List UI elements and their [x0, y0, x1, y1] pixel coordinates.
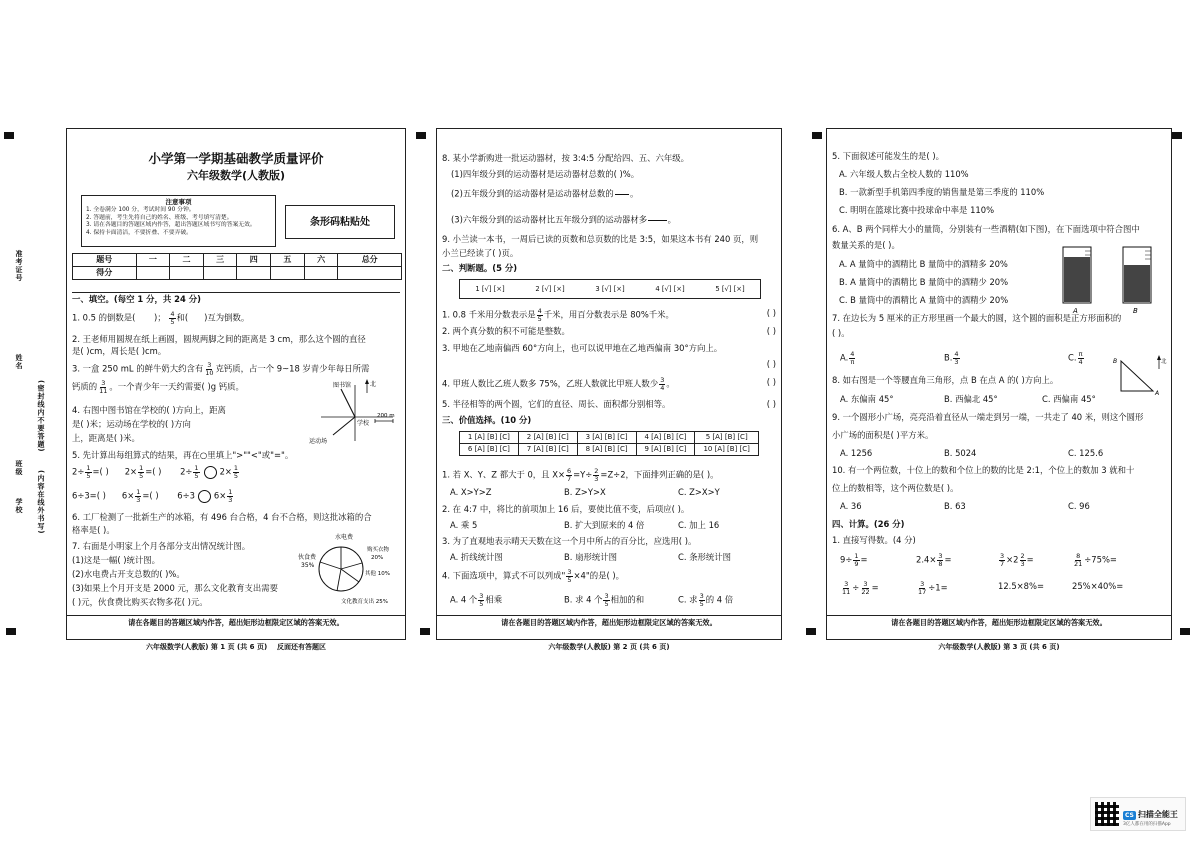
fraction: $\frac{3}{11}$: [842, 580, 851, 596]
map-library-label: 图书馆: [333, 382, 352, 389]
score-input-cell[interactable]: [136, 267, 170, 280]
map-scale-label: 200 m: [377, 413, 395, 419]
judge-card-cell[interactable]: 3 [√] [×]: [595, 284, 625, 293]
choice-2: 2. 在 4:7 中，将比的前项加上 16 后，要使比值不变，后项应( )。: [442, 504, 690, 514]
score-input-cell[interactable]: [338, 267, 402, 280]
judge-1: 1. 0.8 千米用分数表示是 $\frac{4}{5}$ 千米，用百分数表示是 80%千米。 ( ): [442, 307, 776, 323]
choice-5-a[interactable]: A. 六年级人数占全校人数的 110%: [839, 169, 969, 179]
fraction: $\frac{1}{5}$: [233, 464, 239, 480]
choice-card-cell[interactable]: 8 [A] [B] [C]: [577, 444, 636, 456]
score-row-label: 得分: [73, 267, 137, 280]
side-label-seal: (密封线内不要答题): [37, 380, 45, 453]
question-8-3: (3)六年级分到的运动器材比五年级分到的运动器材多 。: [451, 213, 776, 227]
choice-1: 1. 若 X、Y、Z 都大于 0，且 X× $\frac{6}{7}$ =Y÷ $\frac{2}{3}$ =Z÷2，下面排列正确的是( )。: [442, 467, 719, 483]
fraction: $\frac{1}{3}$: [136, 488, 141, 504]
side-label-name: 姓名: [15, 354, 23, 370]
question-2: 2. 王老师用圆规在纸上画圆，圆规两脚之间的距离是 3 cm，那么这个圆的直径: [72, 334, 366, 344]
judge-2: 2. 两个真分数的积不可能是整数。 ( ): [442, 326, 776, 336]
question-2-cont: 是( )cm，周长是( )cm。: [72, 346, 167, 356]
registration-mark: [812, 132, 822, 139]
question-9: 9. 小兰读一本书，一周后已读的页数和总页数的比是 3:5，如果这本书有 240 页，则: [442, 234, 759, 244]
score-header-cell: 一: [136, 254, 170, 267]
page-footer: 六年级数学(人教版) 第 1 页 (共 6 页) 反面还有答题区: [146, 642, 326, 651]
side-label-class: 班级: [15, 460, 23, 476]
exam-page-3: 5. 下面叙述可能发生的是( )。 A. 六年级人数占全校人数的 110% B. 一款新型手机第四季度的销售量是第三季度的 110% C. 明明在篮球比赛中投球命中率是 110% 6. A、B 两个同样大小的量筒，分别装有一些酒精(如下图)，在下面选项中符合图中 数量关系的是( )。 A. A 量筒中的酒精比 B 量筒中的酒精多 20% B. A 量筒中的酒精比 B 量筒中的酒精少 20% C. B 量筒中的酒精比 A 量筒中的酒精少 20% A B 7. 在边长为 5 厘米的正方形里画一个最大的圆，这个圆的面积是正方形面积的 ( )。 A. $\frac{4}{\pi}$ B. $\frac{4}{3}$ C. $\frac{\pi}{4}$ B A 北 8. 如右图是一个等腰直角三角形，点 B 在点 A 的( )方向上。 A. 东偏南 45° B. 西偏北 45° C. 西偏南 45° 9. 一个圆形小广场，亮亮沿着直径从一端走到另一端，一共走了 40 米，则这个圆形 小广场的面积是( )平方米。 A. 1256 B. 5024 C. 125.6 10. 有一个两位数，十位上的数和个位上的数的比是 2:1，个位上的数加 3 就和十 位上的数相等，这个两位数是( )。 A. 36 B. 63 C. 96 四、计算。(26 分) 1. 直接写得数。(4 分) 9÷ $\frac{1}{9}$ = 2.4× $\frac{3}{8}$ = $\frac{3}{7}$ ×2 $\frac{2}{3}$ = $\frac{8}{21}$ ÷75%= $\frac{3}{11}$ ÷ $\frac{3}{22}$ = $\frac{3}{17}$ ÷1= 12.5×8%= 25%×40%= 请在各题目的答题区域内作答，超出矩形边框限定区域的答案无效。 六年级数学(人教版) 第 3 页 (共 6 页): [826, 128, 1172, 640]
compare-circle[interactable]: [198, 490, 211, 503]
score-header-cell: 总分: [338, 254, 402, 267]
registration-mark: [1172, 132, 1182, 139]
pie-edu-label: 文化教育支出 25%: [341, 599, 388, 605]
question-1: 1. 0.5 的倒数是( )； $\frac{4}{5}$ 和( )互为倒数。: [72, 310, 250, 326]
registration-mark: [806, 628, 816, 635]
choice-7: 7. 在边长为 5 厘米的正方形里画一个最大的圆，这个圆的面积是正方形面积的: [832, 313, 1122, 323]
choice-6-a[interactable]: A. A 量筒中的酒精比 B 量筒中的酒精多 20%: [839, 259, 1008, 269]
notice-title: 注意事项: [165, 198, 192, 206]
fraction: $\frac{3}{22}$: [861, 580, 870, 596]
judge-5: 5. 半径相等的两个圆，它们的直径、周长、面积都分别相等。 ( ): [442, 399, 776, 409]
triangle-north-label: 北: [1161, 359, 1167, 365]
pie-food-label: 伙食费: [298, 554, 317, 561]
score-header-cell: 六: [304, 254, 338, 267]
registration-mark: [416, 132, 426, 139]
page-footer: 六年级数学(人教版) 第 2 页 (共 6 页): [548, 642, 670, 651]
cylinder-a-label: A: [1073, 307, 1078, 315]
score-header-cell: 题号: [73, 254, 137, 267]
fraction: $\frac{2}{3}$: [1020, 552, 1025, 568]
section-heading: 二、判断题。(5 分): [442, 263, 518, 273]
choice-10: 10. 有一个两位数，十位上的数和个位上的数的比是 2:1，个位上的数加 3 就和十: [832, 465, 1135, 475]
choice-5-c[interactable]: C. 明明在篮球比赛中投球命中率是 110%: [839, 205, 995, 215]
fraction: $\frac{1}{5}$: [139, 464, 144, 480]
fraction: $\frac{3}{7}$: [1000, 552, 1005, 568]
judge-card-cell[interactable]: 1 [√] [×]: [475, 284, 505, 293]
question-8-1: (1)四年级分到的运动器材是运动器材总数的( )%。: [451, 169, 640, 179]
side-label-seal2: (内容在线外书写): [37, 470, 45, 535]
choice-card-cell[interactable]: 2 [A] [B] [C]: [518, 432, 577, 444]
score-header-cell: 三: [203, 254, 237, 267]
registration-mark: [4, 132, 14, 139]
choice-7-cont: ( )。: [832, 328, 850, 338]
choice-4: 4. 下面选项中，算式不可以列成" $\frac{3}{5}$ ×4"的是( )。: [442, 568, 625, 584]
direction-map-figure: [307, 377, 403, 447]
question-5: 5. 先计算出每组算式的结果，再在○里填上">""<"或"="。: [72, 450, 294, 460]
fraction: $\frac{4}{5}$: [537, 307, 542, 323]
fraction: $\frac{\pi}{4}$: [1078, 350, 1083, 366]
notice-line: 1. 全卷满分 100 分，考试时间 90 分钟。: [86, 206, 195, 213]
answer-area-notice: 请在各题目的答题区域内作答，超出矩形边框限定区域的答案无效。: [437, 615, 781, 627]
fraction: $\frac{6}{7}$: [566, 467, 572, 483]
notice-line: 2. 答题前，考生先将自己的姓名、班级、考号填写清楚。: [86, 214, 233, 221]
fraction: $\frac{1}{5}$: [194, 464, 199, 480]
choice-6-cont: 数量关系的是( )。: [832, 240, 900, 250]
page-footer: 六年级数学(人教版) 第 3 页 (共 6 页): [938, 642, 1060, 651]
pie-other-label: 其他 10%: [365, 571, 390, 577]
fraction-blank: [615, 187, 629, 201]
choice-6-b[interactable]: B. A 量筒中的酒精比 B 量筒中的酒精少 20%: [839, 277, 1009, 287]
choice-5: 5. 下面叙述可能发生的是( )。: [832, 151, 944, 161]
scanner-logo-icon: CS: [1125, 811, 1134, 819]
fraction: $\frac{4}{5}$: [170, 310, 175, 326]
map-field-label: 运动场: [309, 438, 328, 445]
question-3-cont: 钙质的 $\frac{3}{11}$ 。一个青少年一天约需要( )g 钙质。: [72, 379, 244, 395]
choice-3: 3. 为了直观地表示晴天天数在这一个月中所占的百分比，应选用( )。: [442, 536, 697, 546]
answer-area-notice: 请在各题目的答题区域内作答，超出矩形边框限定区域的答案无效。: [827, 615, 1171, 627]
question-7-3: (3)如果上个月开支是 2000 元，那么文化教育支出需要: [72, 583, 278, 593]
fraction: $\frac{3}{5}$: [604, 592, 609, 608]
question-7: 7. 右面是小明家上个月各部分支出情况统计图。: [72, 541, 251, 551]
fraction: $\frac{1}{3}$: [228, 488, 233, 504]
triangle-a-label: A: [1155, 390, 1160, 397]
score-header-cell: 二: [170, 254, 204, 267]
fraction-blank: [648, 213, 667, 227]
pie-food-pct: 35%: [301, 562, 315, 569]
registration-mark: [420, 628, 430, 635]
registration-mark: [6, 628, 16, 635]
scanner-watermark: [1090, 797, 1186, 831]
fraction: $\frac{4}{3}$: [954, 350, 959, 366]
compare-circle[interactable]: [204, 466, 217, 479]
question-5-row2: 6÷3=( ) 6× $\frac{1}{3}$ =( ) 6÷3 6× $\frac{1}{3}$: [72, 488, 233, 504]
choice-5-b[interactable]: B. 一款新型手机第四季度的销售量是第三季度的 110%: [839, 187, 1045, 197]
fraction: $\frac{2}{3}$: [594, 467, 599, 483]
question-8-2: (2)五年级分到的运动器材是运动器材总数的 。: [451, 187, 776, 201]
answer-card-choice: [459, 431, 759, 456]
question-7-1: (1)这是一幅( )统计图。: [72, 555, 161, 565]
answer-card-judge: [459, 279, 761, 299]
pie-water-label: 水电费: [335, 534, 354, 541]
score-table: [72, 253, 402, 280]
judge-4: 4. 甲班人数比乙班人数多 75%，乙班人数就比甲班人数少 $\frac{3}{4}$ 。 ( ): [442, 376, 776, 392]
question-6: 6. 工厂检测了一批新生产的冰箱，有 496 台合格，4 台不合格，则这批冰箱的合: [72, 512, 372, 522]
question-4-cont2: 上，距离是( )米。: [72, 433, 140, 443]
choice-card-cell[interactable]: 5 [A] [B] [C]: [695, 432, 759, 444]
notice-line: 4. 保持卡面清洁，不要折叠、不要弄破。: [86, 230, 192, 237]
choice-card-cell[interactable]: 10 [A] [B] [C]: [695, 444, 759, 456]
map-school-label: 学校: [357, 420, 370, 427]
score-header-cell: 四: [237, 254, 271, 267]
judge-card-cell[interactable]: 4 [√] [×]: [655, 284, 685, 293]
cylinder-b-label: B: [1133, 307, 1138, 315]
score-input-cell[interactable]: [203, 267, 237, 280]
score-input-cell[interactable]: [271, 267, 305, 280]
choice-card-cell[interactable]: 3 [A] [B] [C]: [577, 432, 636, 444]
choice-10-cont: 位上的数相等，这个两位数是( )。: [832, 483, 959, 493]
choice-6-c[interactable]: C. B 量筒中的酒精比 A 量筒中的酒精少 20%: [839, 295, 1009, 305]
fraction: $\frac{4}{\pi}$: [850, 350, 855, 366]
question-9-cont: 小兰已经读了( )页。: [442, 248, 519, 258]
fraction: $\frac{3}{5}$: [479, 592, 484, 608]
fraction: $\frac{1}{5}$: [86, 464, 91, 480]
sub-question-1: 1. 直接写得数。(4 分): [832, 535, 916, 545]
judge-3: 3. 甲地在乙地南偏西 60°方向上，也可以说甲地在乙地西偏南 30°方向上。: [442, 343, 723, 353]
notice-line: 3. 请在各题目的答题区域内作答，超出答题区域书写的答案无效。: [86, 222, 256, 229]
exam-subtitle: 六年级数学(人教版): [186, 169, 286, 183]
judge-card-cell[interactable]: 5 [√] [×]: [715, 284, 745, 293]
section-heading: 一、填空。(每空 1 分，共 24 分): [72, 292, 400, 305]
scanner-slogan: 3亿人都在用的扫描App: [1123, 821, 1171, 827]
choice-9: 9. 一个圆形小广场，亮亮沿着直径从一端走到另一端，一共走了 40 米，则这个圆形: [832, 412, 1144, 422]
fraction: $\frac{3}{10}$: [205, 361, 214, 377]
question-3: 3. 一盒 250 mL 的鲜牛奶大约含有 $\frac{3}{10}$ 克钙质，占一个 9~18 岁青少年每日所需: [72, 361, 370, 377]
pie-chart-figure: [297, 529, 403, 607]
fraction: $\frac{3}{11}$: [99, 379, 108, 395]
choice-card-cell[interactable]: 9 [A] [B] [C]: [636, 444, 695, 456]
question-5-row1: 2÷ $\frac{1}{5}$ =( ) 2× $\frac{1}{5}$ =( ) 2÷ $\frac{1}{5}$ 2× $\frac{1}{5}$: [72, 464, 239, 480]
choice-9-cont: 小广场的面积是( )平方米。: [832, 430, 934, 440]
scanner-brand-name: 扫描全能王: [1137, 809, 1178, 819]
question-7-2: (2)水电费占开支总数的( )%。: [72, 569, 185, 579]
question-6-cont: 格率是( )。: [72, 525, 115, 535]
choice-card-cell[interactable]: 7 [A] [B] [C]: [518, 444, 577, 456]
pie-clothes-label: 购买衣物: [367, 547, 390, 553]
score-header-cell: 五: [271, 254, 305, 267]
choice-8: 8. 如右图是一个等腰直角三角形，点 B 在点 A 的( )方向上。: [832, 375, 1059, 385]
question-8: 8. 某小学新购进一批运动器材，按 3:4:5 分配给四、五、六年级。: [442, 153, 689, 163]
exam-page-2: 8. 某小学新购进一批运动器材，按 3:4:5 分配给四、五、六年级。 (1)四年级分到的运动器材是运动器材总数的( )%。 (2)五年级分到的运动器材是运动器材总数的 。 (3)六年级分到的运动器材比五年级分到的运动器材多 。 9. 小兰读一本书，一周后已读的页数和总页数的比是 3:5，如果这本书有 240 页，则 小兰已经读了( )页。 二、判断题。(5 分) 1 [√] [×] 2 [√] [×] 3 [√] [×] 4 [√] [×] 5 [√] [×] 1. 0.8 千米用分数表示是 $\frac{4}{5}$ 千米，用百分数表示是 80%千米。 ( ) 2. 两个真分数的积不可能是整数。 ( ) 3. 甲地在乙地南偏西 60°方向上，也可以说甲地在乙地西偏南 30°方向上。 ( ) 4. 甲班人数比乙班人数多 75%，乙班人数就比甲班人数少 $\frac{3}{4}$ 。 ( ) 5. 半径相等的两个圆，它们的直径、周长、面积都分别相等。 ( ) 三、价值选择。(10 分) 1 [A] [B] [C] 2 [A] [B] [C] 3 [A] [B] [C] 4 [A] [B] [C] 5 [A] [B] [C] 6 [A] [B] [C] 7 [A] [B] [C] 8 [A] [B] [C] 9 [A] [B] [C] 10 [A] [B] [C] 1. 若 X、Y、Z 都大于 0，且 X× $\frac{6}{7}$ =Y÷ $\frac{2}{3}$ =Z÷2，下面排列正确的是( )。 A. X>Y>Z B. Z>Y>X C. Z>X>Y 2. 在 4:7 中，将比的前项加上 16 后，要使比值不变，后项应( )。 A. 乘 5 B. 扩大到原来的 4 倍 C. 加上 16 3. 为了直观地表示晴天天数在这一个月中所占的百分比，应选用( )。 A. 折线统计图 B. 扇形统计图 C. 条形统计图 4. 下面选项中，算式不可以列成" $\frac{3}{5}$ ×4"的是( )。 A. 4 个 $\frac{3}{5}$ 相乘 B. 求 4 个 $\frac{3}{5}$ 相加的和 C. 求 $\frac{3}{5}$ 的 4 倍 请在各题目的答题区域内作答，超出矩形边框限定区域的答案无效。 六年级数学(人教版) 第 2 页 (共 6 页): [436, 128, 782, 640]
cylinders-figure: [1051, 243, 1163, 315]
fraction: $\frac{3}{5}$: [567, 568, 572, 584]
answer-area-notice: 请在各题目的答题区域内作答，超出矩形边框限定区域的答案无效。: [67, 615, 405, 627]
choice-card-cell[interactable]: 1 [A] [B] [C]: [460, 432, 519, 444]
pie-clothes-pct: 20%: [371, 555, 384, 561]
section-heading: 三、价值选择。(10 分): [442, 415, 532, 425]
choice-card-cell[interactable]: 6 [A] [B] [C]: [460, 444, 519, 456]
fraction: $\frac{3}{8}$: [938, 552, 943, 568]
barcode-area: 条形码粘贴处: [285, 205, 395, 239]
question-4-cont: 是( )米；运动场在学校的( )方向: [72, 419, 191, 429]
question-7-3-cont: ( )元，伙食费比购买衣物多花( )元。: [72, 597, 208, 607]
choice-card-cell[interactable]: 4 [A] [B] [C]: [636, 432, 695, 444]
map-north-label: 北: [370, 381, 377, 388]
fraction: $\frac{1}{9}$: [854, 552, 859, 568]
fraction: $\frac{3}{5}$: [699, 592, 704, 608]
notice-box: [81, 195, 276, 247]
score-input-cell[interactable]: [304, 267, 338, 280]
section-heading: 四、计算。(26 分): [832, 519, 905, 529]
fraction: $\frac{3}{17}$: [918, 580, 927, 596]
qr-code-icon: [1095, 802, 1119, 826]
score-input-cell[interactable]: [170, 267, 204, 280]
registration-mark: [1180, 628, 1190, 635]
exam-title: 小学第一学期基础教学质量评价: [148, 151, 324, 166]
triangle-b-label: B: [1113, 358, 1118, 365]
exam-page-1: [66, 128, 406, 651]
fraction: $\frac{3}{4}$: [660, 376, 665, 392]
side-label-id: 准考证号: [15, 250, 23, 282]
choice-6: 6. A、B 两个同样大小的量筒，分别装有一些酒精(如下图)，在下面选项中符合图中: [832, 224, 1140, 234]
question-4: 4. 右图中图书馆在学校的( )方向上，距离: [72, 405, 226, 415]
score-input-cell[interactable]: [237, 267, 271, 280]
judge-card-cell[interactable]: 2 [√] [×]: [535, 284, 565, 293]
side-label-school: 学校: [15, 498, 23, 514]
fraction: $\frac{8}{21}$: [1074, 552, 1083, 568]
